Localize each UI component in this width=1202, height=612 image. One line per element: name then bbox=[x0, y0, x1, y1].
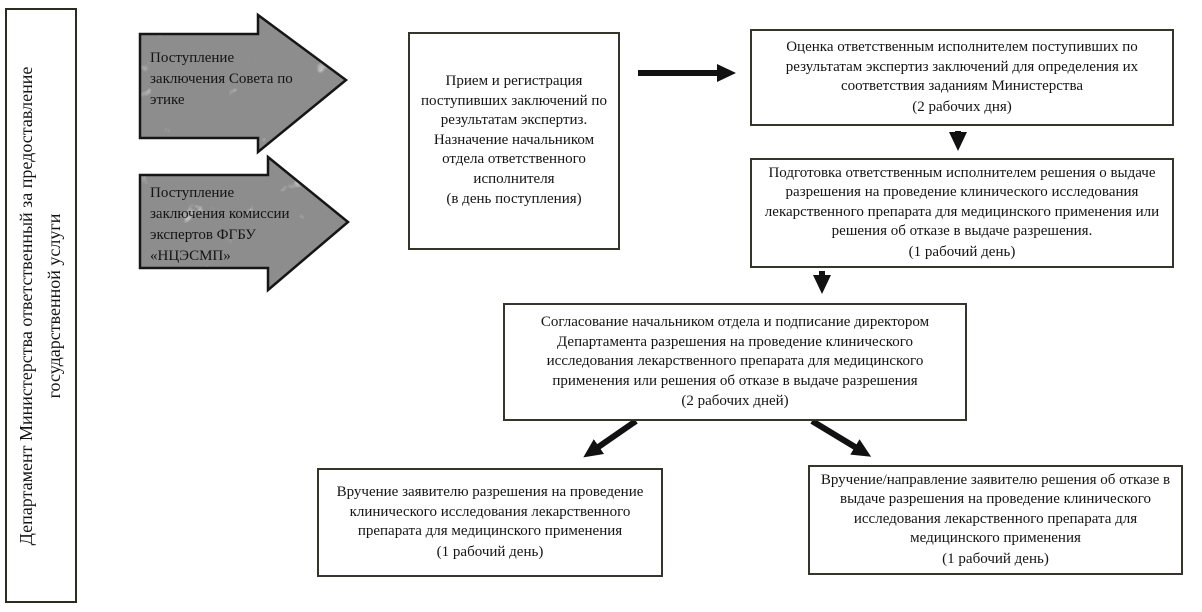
box-evaluation bbox=[750, 29, 1174, 126]
box-approval bbox=[503, 303, 967, 421]
box-approval-text: Согласование начальником отдела и подписание директором Департамента разрешения на проведение клинического исследования лекарственного препарата для медицинского применения или решения об отказе в выдаче разрешения bbox=[540, 314, 930, 389]
box-evaluation-duration: (2 рабочих дня) bbox=[912, 98, 1012, 115]
box-reception-content bbox=[410, 68, 618, 214]
input-arrow-ethics-label: Поступление заключения Совета по этике bbox=[150, 50, 293, 108]
department-lane-label: Департамент Министерства ответственный за предоставление государственной услуги bbox=[16, 66, 64, 545]
box-reception bbox=[408, 32, 620, 250]
connector-approval-to-grant-arrow bbox=[594, 421, 636, 450]
box-delivery-grant-text: Вручение заявителю разрешения на проведение клинического исследования лекарственного препарата для медицинского применения bbox=[336, 484, 644, 539]
box-preparation-content bbox=[752, 160, 1172, 267]
box-delivery-refusal-text: Вручение/направление заявителю решения об отказе в выдаче разрешения на проведение клинического исследования лекарственного препарата для медицинского применения bbox=[820, 471, 1171, 547]
box-delivery-grant-content bbox=[319, 479, 661, 566]
box-delivery-refusal-duration: (1 рабочий день) bbox=[942, 550, 1049, 567]
box-preparation-duration: (1 рабочий день) bbox=[908, 243, 1016, 260]
box-evaluation-content bbox=[752, 34, 1172, 121]
box-approval-content bbox=[505, 305, 965, 416]
box-preparation bbox=[750, 158, 1174, 268]
input-arrow-fgbu-label: Поступление заключения комиссии экспертов ФГБУ «НЦЭСМП» bbox=[150, 185, 290, 264]
box-evaluation-text: Оценка ответственным исполнителем поступивших по результатам экспертиз заключений для определения их соответствия заданиям Министерства bbox=[785, 39, 1139, 94]
box-delivery-refusal bbox=[808, 465, 1183, 575]
box-reception-duration: (в день поступления) bbox=[446, 191, 582, 208]
department-lane bbox=[5, 8, 77, 603]
box-reception-text: Прием и регистрация поступивших заключений по результатам экспертиз. Назначение начальником отдела ответственного исполнителя bbox=[421, 73, 607, 187]
box-preparation-text: Подготовка ответственным исполнителем решения о выдаче разрешения на проведение клинического исследования лекарственного препарата для медицинского применения или решения об отказе в выдаче разрешения. bbox=[764, 164, 1160, 240]
box-approval-duration: (2 рабочих дней) bbox=[681, 393, 789, 409]
box-delivery-grant-duration: (1 рабочий день) bbox=[436, 543, 544, 560]
box-delivery-grant bbox=[317, 468, 663, 577]
connector-approval-to-refusal-arrow bbox=[812, 421, 860, 450]
box-delivery-refusal-content bbox=[810, 467, 1181, 574]
